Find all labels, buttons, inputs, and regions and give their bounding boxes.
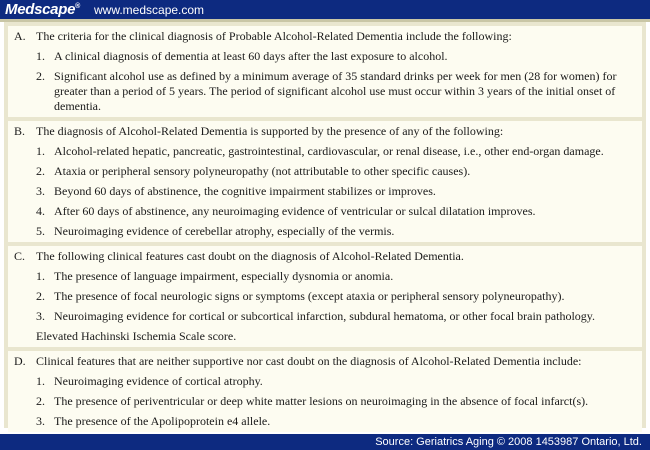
item-text: Beyond 60 days of abstinence, the cognitive impairment stabilizes or improves. xyxy=(54,184,436,198)
list-item xyxy=(36,49,636,64)
section-heading xyxy=(14,354,636,369)
section-d xyxy=(8,351,642,432)
section-letter: A. xyxy=(14,29,26,43)
list-item xyxy=(36,309,636,324)
item-number: 3. xyxy=(36,414,45,428)
item-number: 1. xyxy=(36,144,45,158)
item-text: Elevated Hachinski Ischemia Scale score. xyxy=(36,329,237,343)
section-heading xyxy=(14,249,636,264)
item-text: The presence of focal neurologic signs or symptoms (except ataxia or peripheral sensory polyneuropathy). xyxy=(54,289,565,303)
logo-text: Medscape xyxy=(5,1,76,18)
item-text: Ataxia or peripheral sensory polyneuropathy (not attributable to other specific causes). xyxy=(54,164,471,178)
item-text: A clinical diagnosis of dementia at least 60 days after the last exposure to alcohol. xyxy=(54,49,448,63)
section-letter: D. xyxy=(14,354,26,368)
section-c xyxy=(8,246,642,347)
section-heading-text: The diagnosis of Alcohol-Related Dementia is supported by the presence of any of the following: xyxy=(36,124,504,138)
item-number: 3. xyxy=(36,184,45,198)
item-text: The presence of the Apolipoprotein e4 allele. xyxy=(54,414,271,428)
item-text: The presence of periventricular or deep white matter lesions on neuroimaging in the absence of focal infarct(s). xyxy=(54,394,589,408)
item-text: Alcohol-related hepatic, pancreatic, gastrointestinal, cardiovascular, or renal disease, i.e., other end-organ damage. xyxy=(54,144,604,158)
section-heading-text: Clinical features that are neither supportive nor cast doubt on the diagnosis of Alcohol-Related Dementia include: xyxy=(36,354,582,368)
list-item xyxy=(36,394,636,409)
header-bar xyxy=(0,0,650,19)
item-number: 2. xyxy=(36,164,45,178)
registered-mark: ® xyxy=(75,3,80,10)
list-item xyxy=(36,224,636,239)
item-number: 1. xyxy=(36,374,45,388)
item-number: 1. xyxy=(36,269,45,283)
section-heading-text: The following clinical features cast doubt on the diagnosis of Alcohol-Related Dementia. xyxy=(36,249,464,263)
list-item xyxy=(36,184,636,199)
item-number: 2. xyxy=(36,289,45,303)
section-heading xyxy=(14,124,636,139)
item-text: Neuroimaging evidence of cerebellar atrophy, especially of the vermis. xyxy=(54,224,395,238)
section-b xyxy=(8,121,642,242)
footer-bar xyxy=(0,434,650,450)
list-item xyxy=(36,144,636,159)
list-item xyxy=(36,289,636,304)
list-item xyxy=(36,374,636,389)
section-a xyxy=(8,26,642,117)
criteria-table xyxy=(4,22,646,428)
item-number: 5. xyxy=(36,224,45,238)
section-letter: B. xyxy=(14,124,26,138)
item-text: Neuroimaging evidence for cortical or subcortical infarction, subdural hematoma, or other focal brain pathology. xyxy=(54,309,596,323)
item-text: The presence of language impairment, especially dysnomia or anomia. xyxy=(54,269,394,283)
item-number: 4. xyxy=(36,204,45,218)
list-item xyxy=(36,164,636,179)
item-number: 3. xyxy=(36,309,45,323)
medscape-logo[interactable] xyxy=(0,1,80,18)
list-item xyxy=(36,69,636,114)
item-number: 2. xyxy=(36,394,45,408)
list-item xyxy=(36,414,636,429)
section-heading xyxy=(14,29,636,44)
list-item xyxy=(36,329,636,344)
item-text: Significant alcohol use as defined by a minimum average of 35 standard drinks per week for men (28 for women) for greater than a period of 5 years. The period of significant alcohol use must occur within 3 years of the initial onset of dementia. xyxy=(54,69,617,113)
footer-source-text: Source: Geriatrics Aging © 2008 1453987 Ontario, Ltd. xyxy=(375,436,642,448)
site-url-link[interactable]: www.medscape.com xyxy=(94,2,205,17)
list-item xyxy=(36,269,636,284)
item-text: Neuroimaging evidence of cortical atrophy. xyxy=(54,374,263,388)
section-letter: C. xyxy=(14,249,26,263)
item-number: 2. xyxy=(36,69,45,83)
section-heading-text: The criteria for the clinical diagnosis of Probable Alcohol-Related Dementia include the following: xyxy=(36,29,512,43)
item-number: 1. xyxy=(36,49,45,63)
list-item xyxy=(36,204,636,219)
item-text: After 60 days of abstinence, any neuroimaging evidence of ventricular or sulcal dilatation improves. xyxy=(54,204,536,218)
